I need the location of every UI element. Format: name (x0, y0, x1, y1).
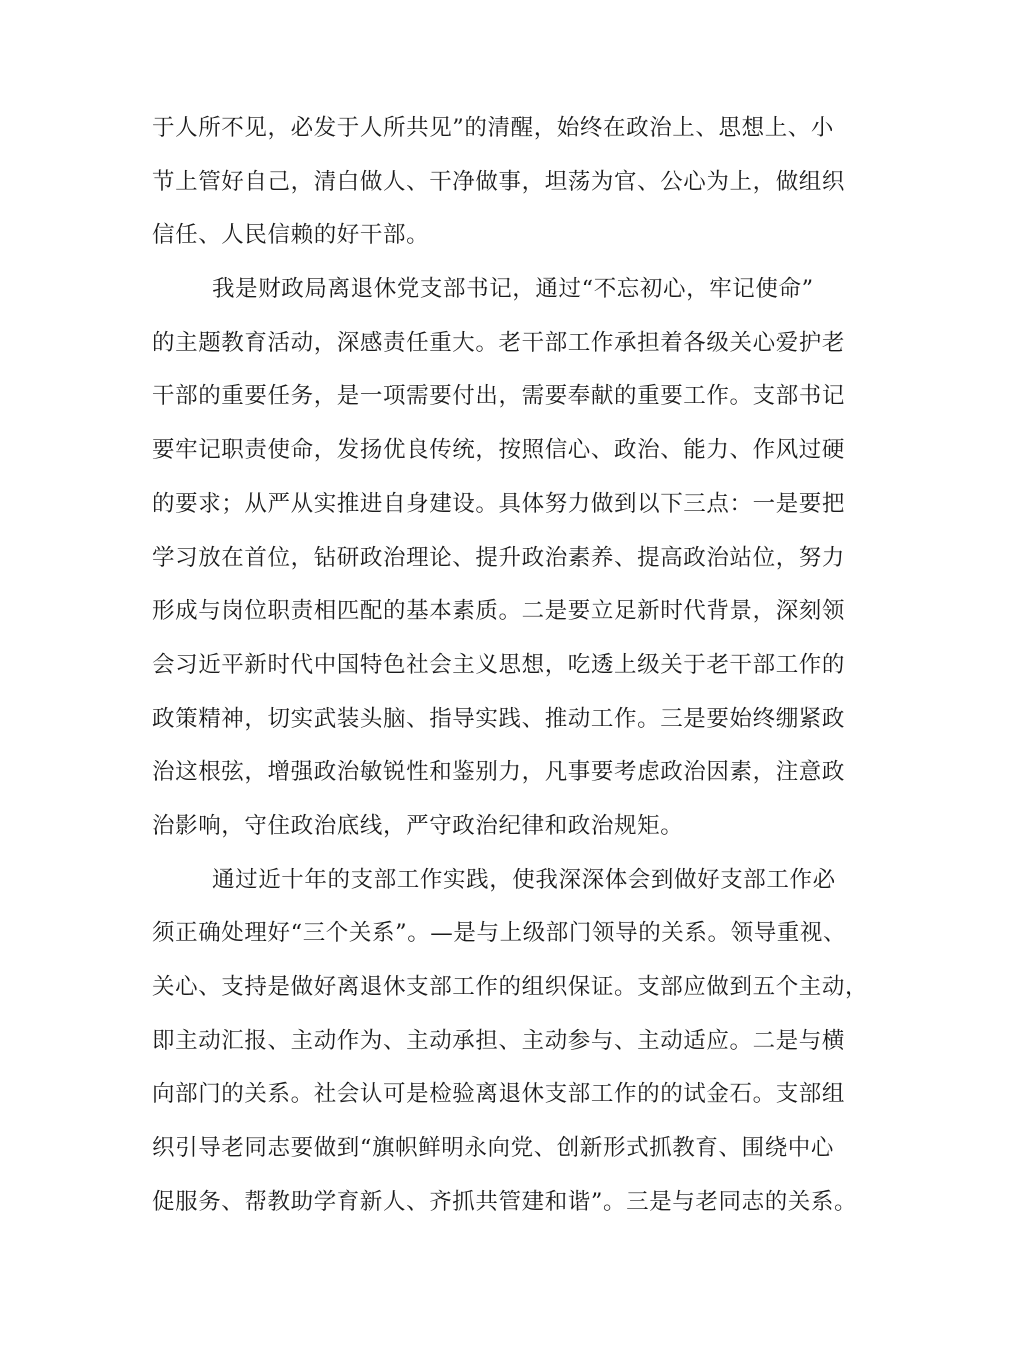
document-body (152, 102, 882, 1229)
text-line: 干部的重要任务，是一项需要付出，需要奉献的重要工作。支部书记 (152, 383, 846, 410)
text-line: 治影响，守住政治底线，严守政治纪律和政治规矩。 (152, 812, 684, 839)
text-line: 关心、支持是做好离退休支部工作的组织保证。支部应做到五个主动， (152, 974, 869, 1000)
text-line: 织引导老同志要做到“旗帜鲜明永向党、创新形式抓教育、围绕中心 (152, 1135, 835, 1162)
text-line: 要牢记职责使命，发扬优良传统，按照信心、政治、能力、作风过硬 (152, 437, 846, 464)
text-line: 治这根弦，增强政治敏锐性和鉴别力，凡事要考虑政治因素，注意政 (152, 759, 846, 786)
text-line: 于人所不见，必发于人所共见”的清醒，始终在政治上、思想上、小 (152, 115, 835, 141)
text-line: 学习放在首位，钻研政治理论、提升政治素养、提高政治站位，努力 (152, 544, 846, 571)
text-line: 须正确处理好“三个关系”。—是与上级部门领导的关系。领导重视、 (152, 920, 847, 947)
text-line: 的要求；从严从实推进自身建设。具体努力做到以下三点：一是要把 (152, 490, 846, 517)
text-line: 形成与岗位职责相匹配的基本素质。二是要立足新时代背景，深刻领 (152, 598, 846, 625)
paragraph-start-line: 通过近十年的支部工作实践，使我深深体会到做好支部工作必 (212, 866, 836, 893)
text-line: 的主题教育活动，深感责任重大。老干部工作承担着各级关心爱护老 (152, 329, 846, 356)
text-line: 政策精神，切实武装头脑、指导实践、推动工作。三是要始终绷紧政 (152, 705, 846, 732)
text-line: 节上管好自己，清白做人、干净做事，坦荡为官、公心为上，做组织 (152, 168, 846, 195)
text-line: 促服务、帮教助学育新人、齐抓共管建和谐”。三是与老同志的关系。 (152, 1188, 858, 1215)
text-line: 会习近平新时代中国特色社会主义思想，吃透上级关于老干部工作的 (152, 651, 846, 678)
text-line: 信任、人民信赖的好干部。 (152, 222, 430, 249)
text-line: 即主动汇报、主动作为、主动承担、主动参与、主动适应。二是与横 (152, 1027, 846, 1054)
paragraph-start-line: 我是财政局离退休党支部书记，通过“不忘初心，牢记使命” (212, 276, 814, 303)
text-line: 向部门的关系。社会认可是检验离退休支部工作的的试金石。支部组 (152, 1081, 846, 1108)
